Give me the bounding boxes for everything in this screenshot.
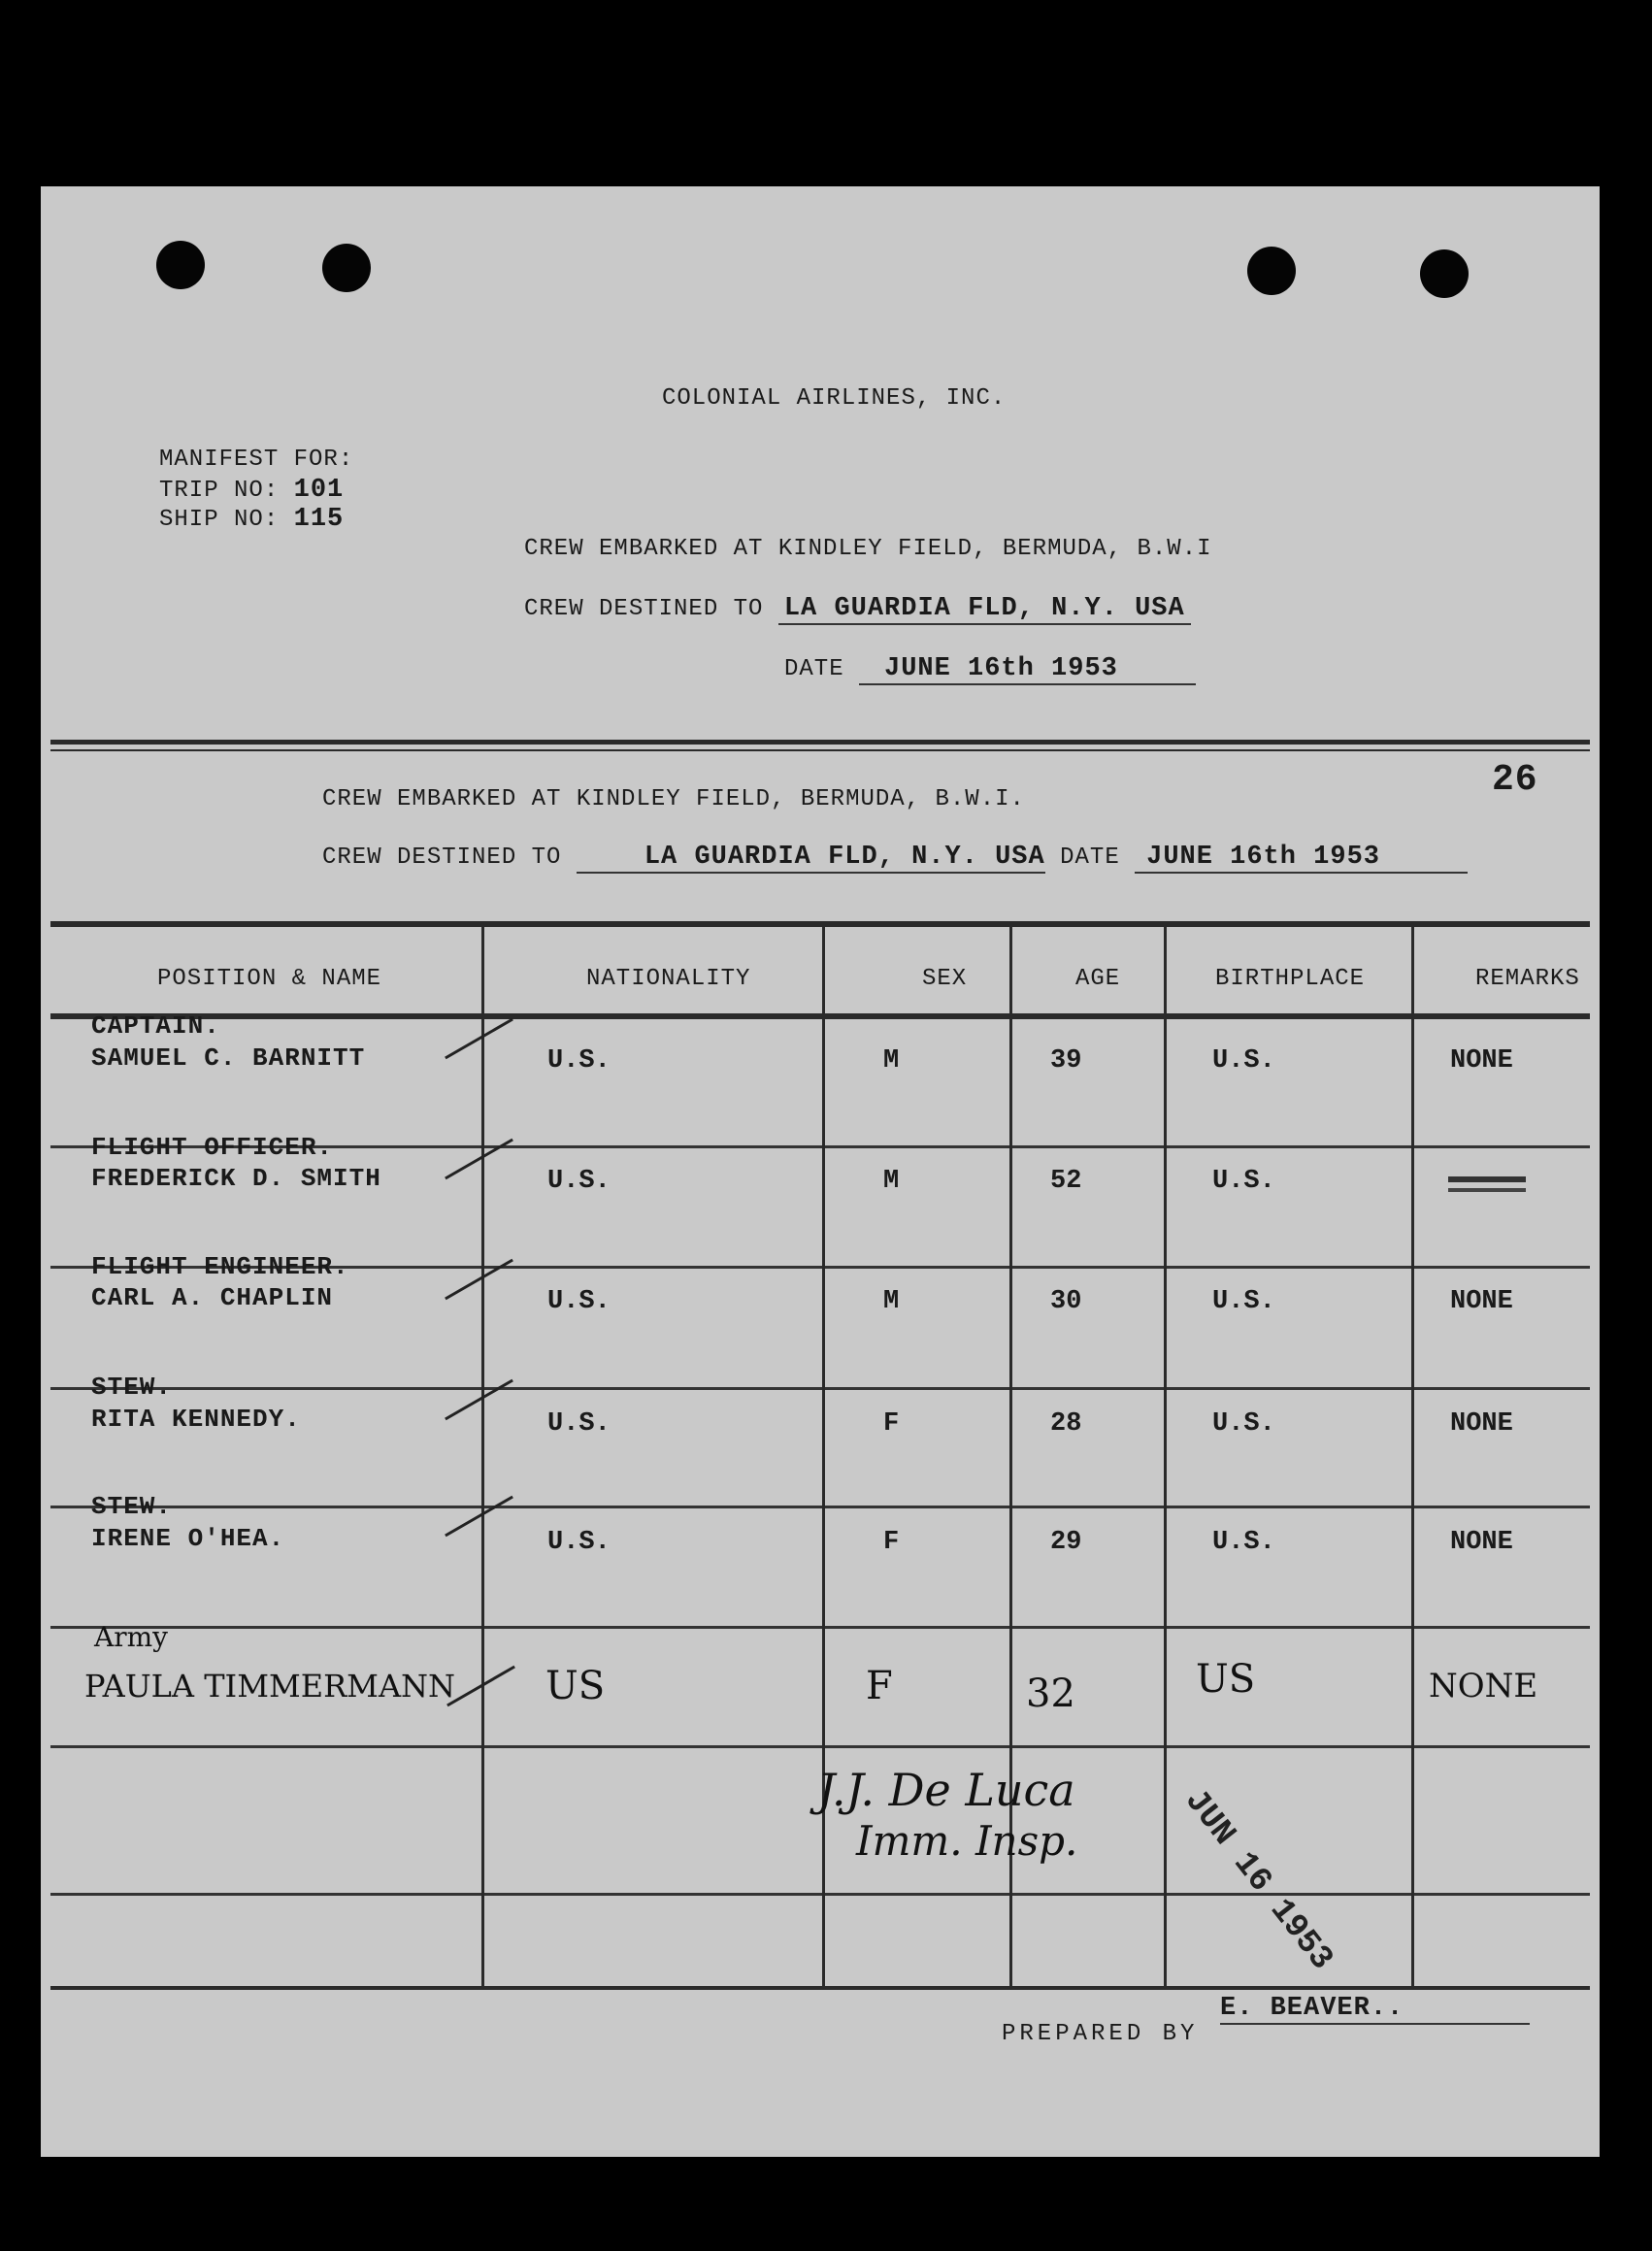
row-age: 39 bbox=[1050, 1046, 1082, 1076]
row-divider bbox=[50, 1387, 1590, 1390]
ship-no-label: SHIP NO: bbox=[159, 507, 280, 533]
hand-age: 32 bbox=[1026, 1672, 1075, 1716]
row-nationality: U.S. bbox=[547, 1287, 611, 1316]
row-age: 30 bbox=[1050, 1287, 1082, 1316]
row-birthplace: U.S. bbox=[1212, 1046, 1275, 1076]
row-birthplace: U.S. bbox=[1212, 1409, 1275, 1439]
prepared-by-label: PREPARED BY bbox=[1002, 2021, 1199, 2047]
row-nationality: U.S. bbox=[547, 1046, 611, 1076]
row-position: FLIGHT ENGINEER. bbox=[91, 1252, 349, 1281]
ship-no: 115 bbox=[293, 505, 345, 534]
top-date-label: DATE bbox=[784, 656, 844, 682]
trip-no-label: TRIP NO: bbox=[159, 478, 280, 504]
header-sex: SEX bbox=[922, 966, 968, 992]
hand-birthplace: US bbox=[1196, 1657, 1256, 1702]
manifest-for-label: MANIFEST FOR: bbox=[159, 447, 354, 473]
row-remarks: NONE bbox=[1450, 1046, 1513, 1076]
hand-position: Army bbox=[94, 1621, 168, 1653]
check-mark bbox=[445, 1496, 513, 1538]
top-embarked: CREW EMBARKED AT KINDLEY FIELD, BERMUDA, B.W.I bbox=[524, 536, 1212, 562]
second-destined bbox=[322, 843, 1468, 874]
row-age: 28 bbox=[1050, 1409, 1082, 1439]
prepared-by-name: E. BEAVER.. bbox=[1220, 1994, 1530, 2025]
row-age: 29 bbox=[1050, 1528, 1082, 1557]
row-divider bbox=[50, 1893, 1590, 1896]
row-remarks: NONE bbox=[1450, 1528, 1513, 1557]
top-destined-label: CREW DESTINED TO bbox=[524, 596, 764, 622]
top-date bbox=[784, 654, 1196, 685]
header-bottom-rule bbox=[50, 1013, 1590, 1019]
top-date-value: JUNE 16th 1953 bbox=[859, 654, 1196, 685]
hand-sex: F bbox=[866, 1664, 893, 1708]
row-remarks: NONE bbox=[1450, 1409, 1513, 1439]
row-name: FREDERICK D. SMITH bbox=[91, 1164, 381, 1193]
header-age: AGE bbox=[1075, 966, 1121, 992]
row-position: FLIGHT OFFICER. bbox=[91, 1133, 334, 1162]
page-number: 26 bbox=[1492, 759, 1538, 801]
check-mark bbox=[445, 1379, 513, 1421]
ship-label bbox=[159, 505, 344, 534]
header-remarks: REMARKS bbox=[1475, 966, 1580, 992]
divider bbox=[50, 749, 1590, 751]
row-divider bbox=[50, 1506, 1590, 1508]
trip-no: 101 bbox=[293, 476, 345, 505]
row-sex: M bbox=[883, 1046, 900, 1076]
row-name: SAMUEL C. BARNITT bbox=[91, 1043, 366, 1073]
punch-hole bbox=[1420, 249, 1469, 298]
signature-line1: J.J. De Luca bbox=[817, 1764, 1075, 1816]
received-stamp: JUN 16 1953 bbox=[1176, 1783, 1340, 1978]
row-position: CAPTAIN. bbox=[91, 1011, 220, 1041]
row-birthplace: U.S. bbox=[1212, 1528, 1275, 1557]
row-sex: M bbox=[883, 1287, 900, 1316]
punch-hole bbox=[1247, 247, 1296, 295]
signature-line2: Imm. Insp. bbox=[856, 1817, 1078, 1865]
row-birthplace: U.S. bbox=[1212, 1167, 1275, 1196]
table-bottom-rule bbox=[50, 1986, 1590, 1990]
row-sex: F bbox=[883, 1409, 900, 1439]
second-destined-label: CREW DESTINED TO bbox=[322, 844, 562, 871]
col-divider bbox=[822, 924, 825, 1988]
divider bbox=[50, 740, 1590, 745]
header-position-name: POSITION & NAME bbox=[157, 966, 382, 992]
row-nationality: U.S. bbox=[547, 1167, 611, 1196]
row-divider bbox=[50, 1745, 1590, 1748]
hand-name: PAULA TIMMERMANN bbox=[84, 1668, 456, 1705]
header-nationality: NATIONALITY bbox=[586, 966, 751, 992]
col-divider bbox=[1164, 924, 1167, 1988]
row-name: IRENE O'HEA. bbox=[91, 1524, 285, 1553]
second-date-value: JUNE 16th 1953 bbox=[1135, 843, 1468, 874]
row-remarks-dash bbox=[1448, 1188, 1526, 1192]
row-nationality: U.S. bbox=[547, 1409, 611, 1439]
company-name: COLONIAL AIRLINES, INC. bbox=[662, 385, 1007, 412]
row-divider bbox=[50, 1626, 1590, 1629]
hand-nationality: US bbox=[545, 1664, 606, 1708]
row-sex: M bbox=[883, 1167, 900, 1196]
second-destination: LA GUARDIA FLD, N.Y. USA bbox=[577, 843, 1045, 874]
row-sex: F bbox=[883, 1528, 900, 1557]
row-name: CARL A. CHAPLIN bbox=[91, 1283, 334, 1312]
second-embarked: CREW EMBARKED AT KINDLEY FIELD, BERMUDA, B.W.I. bbox=[322, 786, 1025, 812]
row-birthplace: U.S. bbox=[1212, 1287, 1275, 1316]
row-name: RITA KENNEDY. bbox=[91, 1405, 301, 1434]
check-mark bbox=[445, 1018, 513, 1060]
row-position: STEW. bbox=[91, 1492, 173, 1521]
manifest-page bbox=[41, 186, 1600, 2157]
row-remarks-dash bbox=[1448, 1176, 1526, 1182]
punch-hole bbox=[322, 244, 371, 292]
top-destination: LA GUARDIA FLD, N.Y. USA bbox=[778, 594, 1191, 625]
row-age: 52 bbox=[1050, 1167, 1082, 1196]
trip-label bbox=[159, 476, 344, 505]
row-position: STEW. bbox=[91, 1373, 173, 1402]
punch-hole bbox=[156, 241, 205, 289]
table-top-rule bbox=[50, 921, 1590, 927]
top-destined bbox=[524, 594, 1191, 625]
col-divider bbox=[481, 924, 484, 1988]
col-divider bbox=[1411, 924, 1414, 1988]
row-nationality: U.S. bbox=[547, 1528, 611, 1557]
second-date-label: DATE bbox=[1060, 844, 1120, 871]
row-remarks: NONE bbox=[1450, 1287, 1513, 1316]
hand-remarks: NONE bbox=[1429, 1667, 1538, 1705]
header-birthplace: BIRTHPLACE bbox=[1215, 966, 1366, 992]
